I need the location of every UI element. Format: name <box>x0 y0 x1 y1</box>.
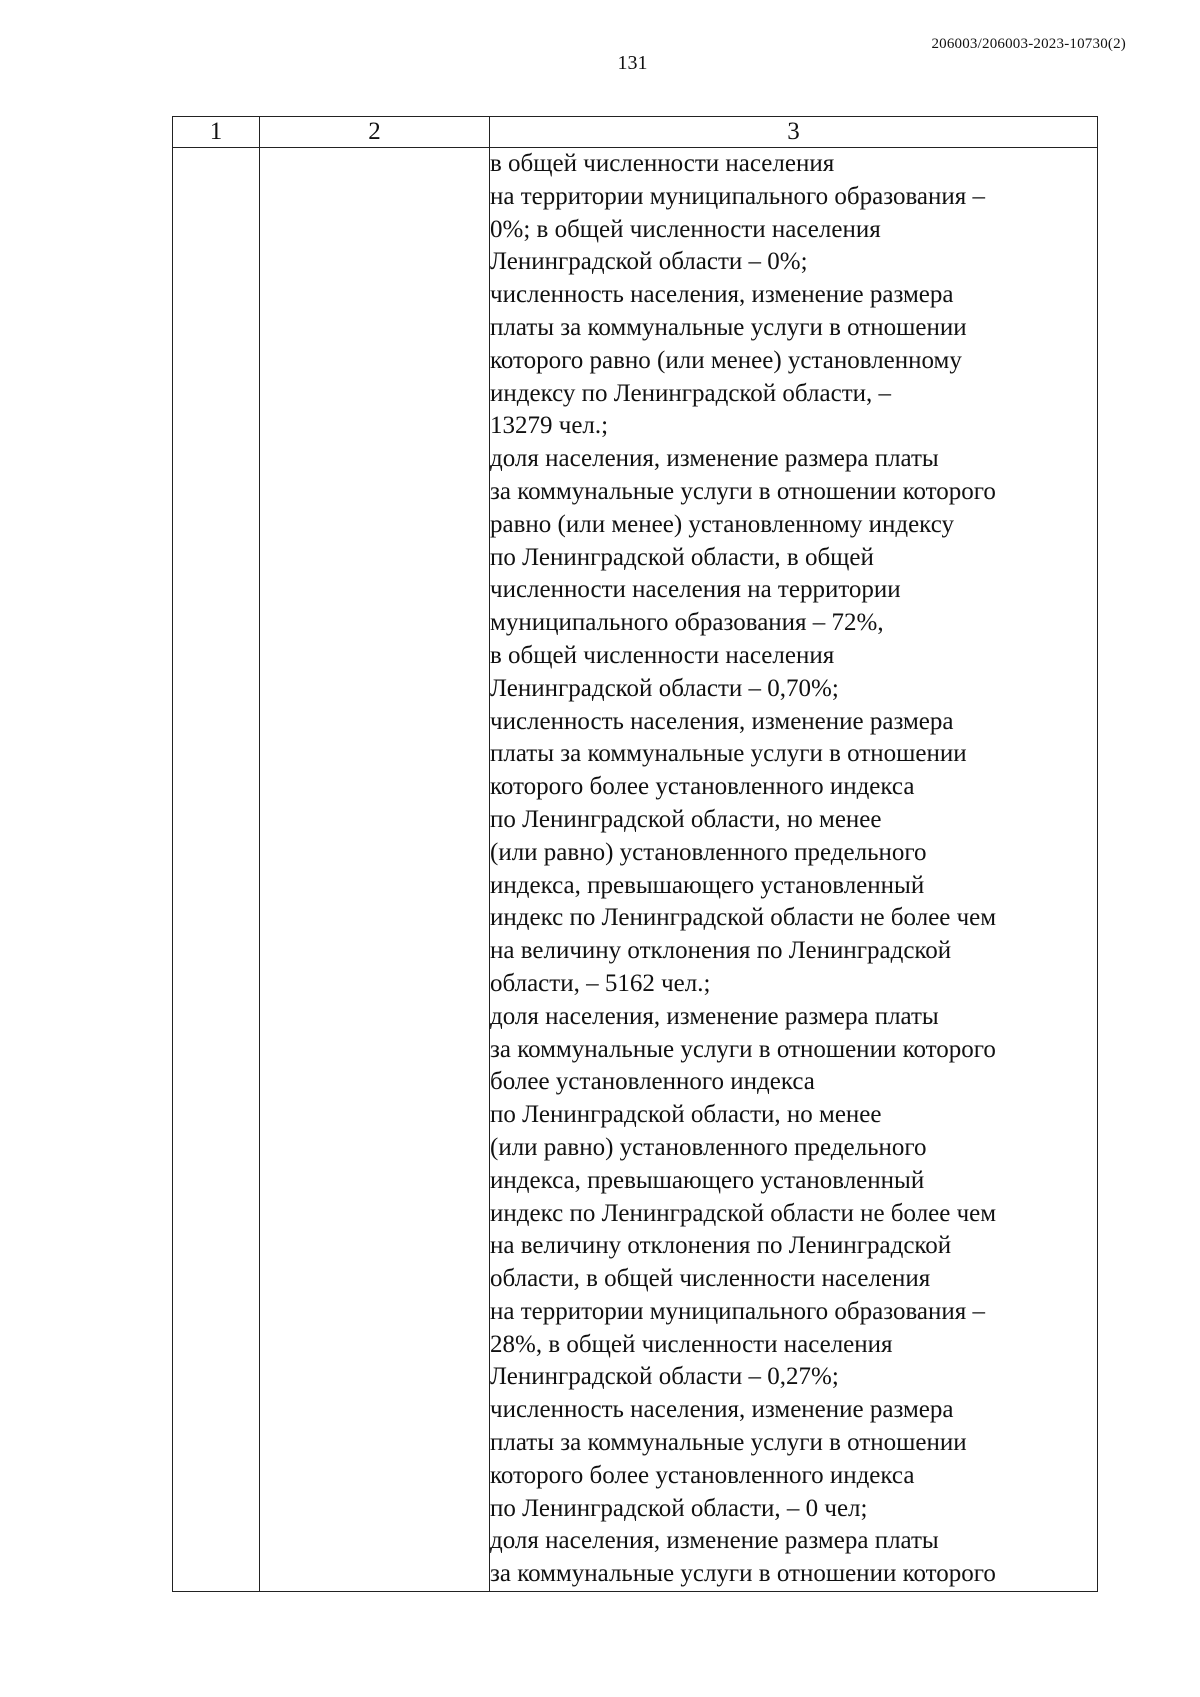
text-line: 13279 чел.; <box>490 412 609 440</box>
text-line: численность населения, изменение размера <box>490 707 954 735</box>
text-line: по Ленинградской области, в общей <box>490 543 874 571</box>
column-header-2: 2 <box>260 117 490 148</box>
text-line: которого более установленного индекса <box>490 773 915 801</box>
text-line: в общей численности населения <box>490 150 835 177</box>
text-line: доля населения, изменение размера платы <box>490 1527 939 1555</box>
text-line: области, в общей численности населения <box>490 1265 931 1293</box>
text-line: численности населения на территории <box>490 576 901 604</box>
text-line: за коммунальные услуги в отношении которого <box>490 477 996 505</box>
text-line: по Ленинградской области, но менее <box>490 1101 882 1129</box>
text-line: которого равно (или менее) установленному <box>490 346 962 374</box>
document-id: 206003/206003-2023-10730(2) <box>931 36 1126 52</box>
text-line: индекс по Ленинградской области не более чем <box>490 904 997 932</box>
text-line: Ленинградской области – 0%; <box>490 248 808 276</box>
text-line: по Ленинградской области, но менее <box>490 805 882 833</box>
text-line: платы за коммунальные услуги в отношении <box>490 313 967 341</box>
text-line: численность населения, изменение размера <box>490 1396 954 1424</box>
text-line: на величину отклонения по Ленинградской <box>490 937 952 965</box>
text-line: индекс по Ленинградской области не более чем <box>490 1199 997 1227</box>
text-line: индекса, превышающего установленный <box>490 871 925 899</box>
table-row <box>173 148 1098 1592</box>
text-line: платы за коммунальные услуги в отношении <box>490 740 967 768</box>
text-line: на территории муниципального образования – <box>490 182 986 210</box>
cell-column-2 <box>260 148 490 1592</box>
text-line: индекса, превышающего установленный <box>490 1166 925 1194</box>
text-line: за коммунальные услуги в отношении которого <box>490 1560 996 1588</box>
cell-column-3 <box>490 148 1098 1592</box>
text-line: Ленинградской области – 0,27%; <box>490 1363 839 1391</box>
text-line: за коммунальные услуги в отношении которого <box>490 1035 996 1063</box>
text-line: равно (или менее) установленному индексу <box>490 510 954 538</box>
text-line: платы за коммунальные услуги в отношении <box>490 1429 967 1457</box>
text-line: доля населения, изменение размера платы <box>490 445 939 473</box>
text-line: 28%, в общей численности населения <box>490 1330 893 1358</box>
text-line: Ленинградской области – 0,70%; <box>490 674 839 702</box>
text-line: более установленного индекса <box>490 1068 815 1096</box>
text-line: на величину отклонения по Ленинградской <box>490 1232 952 1260</box>
column-header-3: 3 <box>490 117 1098 148</box>
text-line: муниципального образования – 72%, <box>490 609 884 637</box>
text-line: которого более установленного индекса <box>490 1461 915 1489</box>
text-line: по Ленинградской области, – 0 чел; <box>490 1494 868 1522</box>
text-line: в общей численности населения <box>490 641 835 669</box>
text-line: области, – 5162 чел.; <box>490 969 711 997</box>
text-line: (или равно) установленного предельного <box>490 1133 927 1161</box>
text-line: на территории муниципального образования – <box>490 1297 986 1325</box>
text-line: доля населения, изменение размера платы <box>490 1002 939 1030</box>
text-line: 0%; в общей численности населения <box>490 215 881 243</box>
column-header-1: 1 <box>173 117 260 148</box>
text-line: численность населения, изменение размера <box>490 281 954 309</box>
cell-column-1 <box>173 148 260 1592</box>
text-line: (или равно) установленного предельного <box>490 838 927 866</box>
table-header-row <box>173 117 1098 148</box>
text-line: индексу по Ленинградской области, – <box>490 379 892 407</box>
document-table <box>172 116 1098 1592</box>
page-number: 131 <box>617 52 648 74</box>
